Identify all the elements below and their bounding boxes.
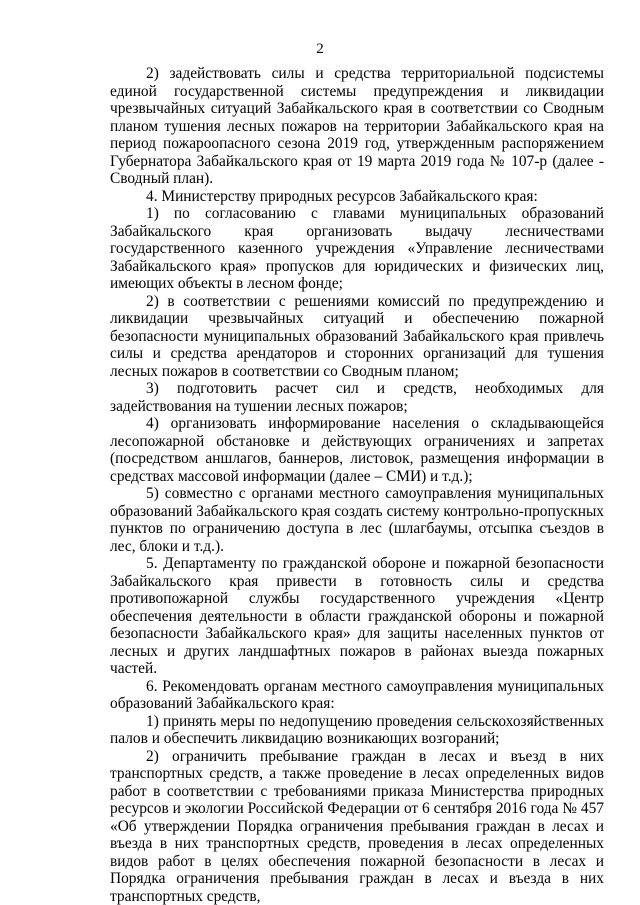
paragraph: 2) в соответствии с решениями комиссий по предупреждению и ликвидации чрезвычайных ситуаций и обеспечению пожарной безопасности муниципальных образований Забайкальского края привлечь силы и средства арендаторов и сторонних организаций для тушения лесных пожаров в соответствии со Сводным планом; (110, 292, 604, 380)
paragraph: 2) задействовать силы и средства территориальной подсистемы единой государственной системы предупреждения и ликвидации чрезвычайных ситуаций Забайкальского края в соответствии со Сводным планом тушения лесных пожаров на территории Забайкальского края на период пожароопасного сезона 2019 год, утвержденным распоряжением Губернатора Забайкальского края от 19 марта 2019 года № 107-р (далее - Сводный план). (110, 65, 604, 187)
paragraph: 5) совместно с органами местного самоуправления муниципальных образований Забайкальского края создать систему контрольно-пропускных пунктов по ограничению доступа в лес (шлагбаумы, отсыпка съездов в лес, блоки и т.д.). (110, 485, 604, 555)
document-body (110, 65, 604, 905)
paragraph: 1) принять меры по недопущению проведения сельскохозяйственных палов и обеспечить ликвидацию возникающих возгораний; (110, 712, 604, 747)
paragraph: 6. Рекомендовать органам местного самоуправления муниципальных образований Забайкальского края: (110, 677, 604, 712)
paragraph: 4. Министерству природных ресурсов Забайкальского края: (146, 187, 538, 205)
page-number: 2 (316, 41, 324, 57)
paragraph: 3) подготовить расчет сил и средств, необходимых для задействования на тушении лесных пожаров; (110, 380, 604, 415)
paragraph: 1) по согласованию с главами муниципальных образований Забайкальского края организовать выдачу лесничествами государственного казенного учреждения «Управление лесничествами Забайкальского края» пропусков для юридических и физических лиц, имеющих объекты в лесном фонде; (110, 205, 604, 292)
paragraph: 5. Департаменту по гражданской обороне и пожарной безопасности Забайкальского края привести в готовность силы и средства противопожарной службы государственного учреждения «Центр обеспечения деятельности в области гражданской обороны и пожарной безопасности Забайкальского края» для защиты населенных пунктов от лесных и других ландшафтных пожаров в районах выезда пожарных частей. (110, 555, 604, 677)
paragraph: 2) ограничить пребывание граждан в лесах и въезд в них транспортных средств, а также проведение в лесах определенных видов работ в соответствии с требованиями приказа Министерства природных ресурсов и экологии Российской Федерации от 6 сентября 2016 года № 457 «Об утверждении Порядка ограничения пребывания граждан в лесах и въезда в них транспортных средств, проведения в лесах определенных видов работ в целях обеспечения пожарной безопасности в лесах и Порядка ограничения пребывания граждан в лесах и въезда в них транспортных средств, (110, 747, 604, 905)
paragraph: 4) организовать информирование населения о складывающейся лесопожарной обстановке и действующих ограничениях и запретах (посредством аншлагов, баннеров, листовок, размещения информации в средствах массовой информации (далее – СМИ) и т.д.); (110, 415, 604, 485)
